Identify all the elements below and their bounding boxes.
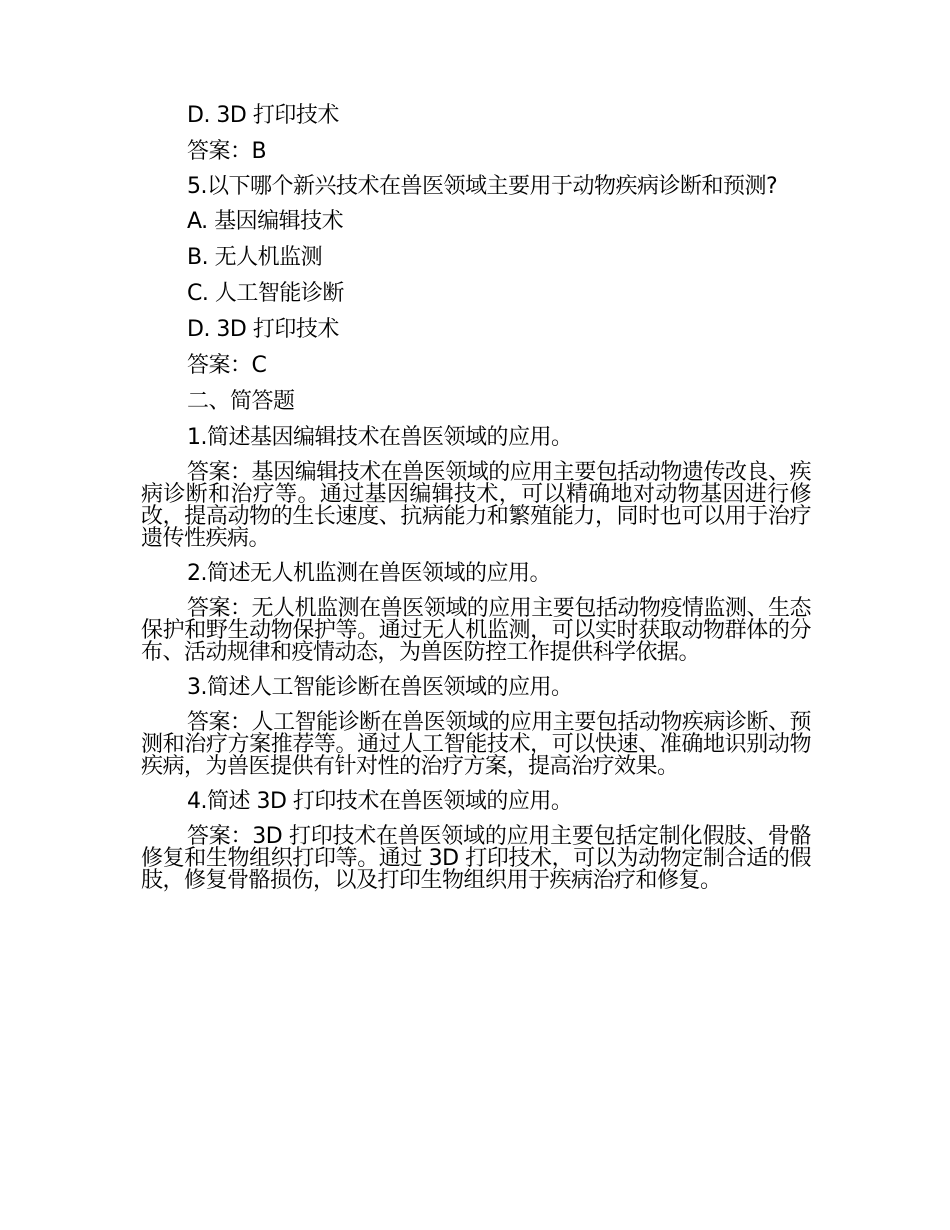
- section-title: 二、简答题: [187, 389, 295, 414]
- short-answer-4-answer: 答案：3D 打印技术在兽医领域的应用主要包括定制化假肢、骨骼修复和生物组织打印等。通过 3D 打印技术，可以为动物定制合适的假肢，修复骨骼损伤，以及打印生物组织用于疾病治疗和修复。: [141, 824, 811, 893]
- q4-answer: 答案：B: [187, 139, 267, 164]
- q5-option-d: D. 3D 打印技术: [187, 317, 339, 342]
- q5-question: 5.以下哪个新兴技术在兽医领域主要用于动物疾病诊断和预测?: [187, 174, 778, 199]
- q5-option-a: A. 基因编辑技术: [187, 209, 344, 234]
- document-page: [141, 104, 811, 892]
- short-answer-3-question: 3.简述人工智能诊断在兽医领域的应用。: [187, 675, 573, 700]
- short-answer-4-question: 4.简述 3D 打印技术在兽医领域的应用。: [187, 789, 573, 814]
- short-answer-2-question: 2.简述无人机监测在兽医领域的应用。: [187, 561, 551, 586]
- q5-option-b: B. 无人机监测: [187, 245, 323, 270]
- q5-option-c: C. 人工智能诊断: [187, 281, 344, 306]
- short-answer-1-question: 1.简述基因编辑技术在兽医领域的应用。: [187, 425, 573, 450]
- q5-answer: 答案：C: [187, 353, 267, 378]
- short-answer-3-answer: 答案：人工智能诊断在兽医领域的应用主要包括动物疾病诊断、预测和治疗方案推荐等。通过人工智能技术，可以快速、准确地识别动物疾病，为兽医提供有针对性的治疗方案，提高治疗效果。: [141, 710, 811, 779]
- q4-option-d: D. 3D 打印技术: [187, 103, 339, 128]
- short-answer-2-answer: 答案：无人机监测在兽医领域的应用主要包括动物疫情监测、生态保护和野生动物保护等。通过无人机监测，可以实时获取动物群体的分布、活动规律和疫情动态，为兽医防控工作提供科学依据。: [141, 596, 811, 665]
- short-answer-1-answer: 答案：基因编辑技术在兽医领域的应用主要包括动物遗传改良、疾病诊断和治疗等。通过基因编辑技术，可以精确地对动物基因进行修改，提高动物的生长速度、抗病能力和繁殖能力，同时也可以用于治疗遗传性疾病。: [141, 460, 811, 551]
